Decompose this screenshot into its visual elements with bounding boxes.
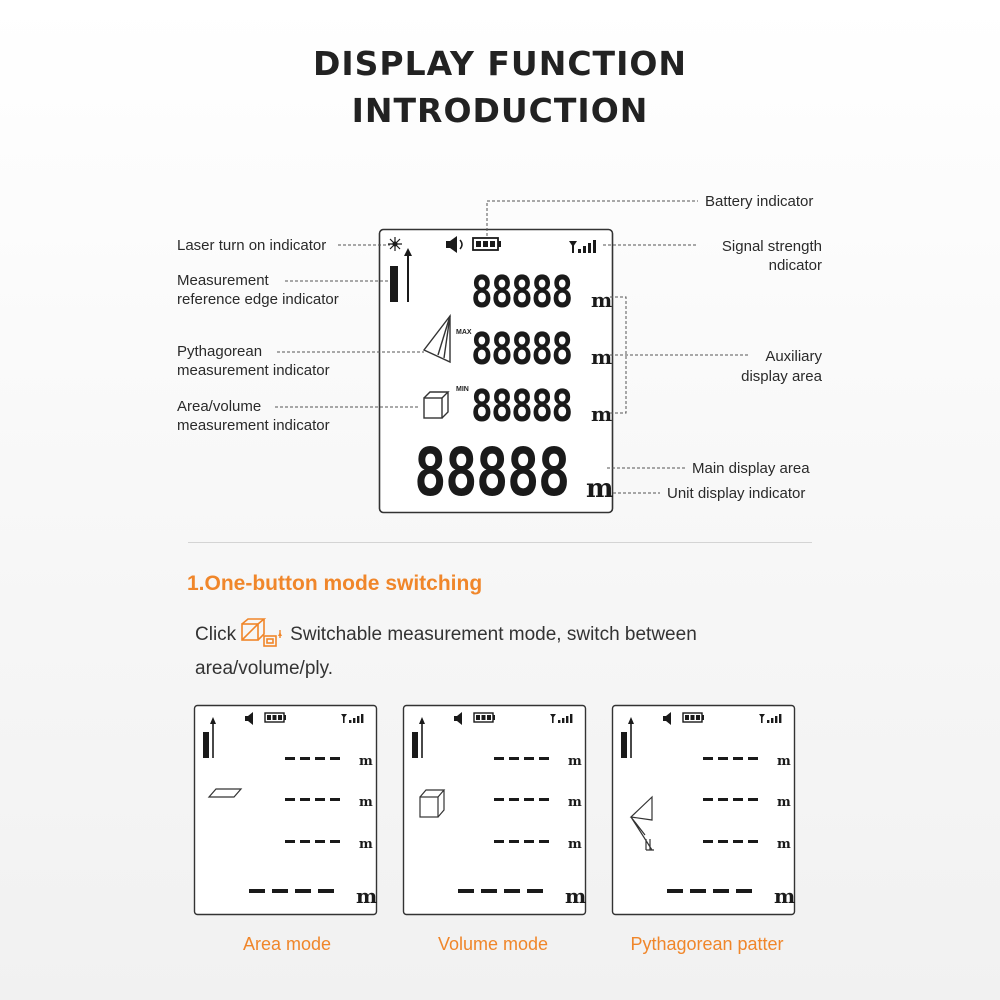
pythagorean-label-line2: measurement indicator: [177, 362, 330, 379]
aux-unit-1: m: [591, 288, 613, 312]
aux-unit: m: [568, 795, 582, 810]
max-tag: MAX: [456, 329, 472, 336]
mini-lcd-frame: [613, 706, 795, 915]
unit-display-label: Unit display indicator: [667, 485, 806, 502]
page-title-line1: DISPLAY FUNCTION: [312, 44, 688, 83]
aux-display-row-2: 88888: [471, 324, 572, 375]
main-display-label: Main display area: [692, 460, 810, 477]
min-tag: MIN: [456, 386, 469, 393]
auxiliary-label-line2: display area: [741, 368, 822, 385]
main-display: 88888: [414, 434, 569, 511]
desc-line2: area/volume/ply.: [195, 658, 333, 679]
pythagorean-label-line1: Pythagorean: [177, 343, 263, 360]
page-title-line2: INTRODUCTION: [351, 91, 649, 130]
main-unit: m: [356, 884, 378, 908]
signal-label-line1: Signal strength: [721, 238, 822, 255]
mode-label-pythagorean: Pythagorean patter: [630, 934, 784, 954]
main-unit: m: [565, 884, 587, 908]
mini-lcd-frame: [404, 706, 586, 915]
mode-panel-3: [613, 706, 796, 915]
aux-unit: m: [777, 837, 791, 852]
desc-rest: Switchable measurement mode, switch between: [290, 624, 697, 645]
reference-label-line1: Measurement: [177, 272, 269, 289]
reference-label-line2: reference edge indicator: [177, 291, 339, 308]
laser-indicator-label: Laser turn on indicator: [177, 237, 327, 254]
auxiliary-label-line1: Auxiliary: [765, 348, 822, 365]
aux-display-row-3: 88888: [471, 381, 572, 432]
aux-unit: m: [568, 754, 582, 769]
aux-unit-3: m: [591, 402, 613, 426]
main-unit: m: [774, 884, 796, 908]
mode-panel-1: [195, 706, 378, 915]
aux-unit: m: [777, 795, 791, 810]
mini-lcd-frame: [195, 706, 377, 915]
mode-panel-2: [404, 706, 587, 915]
main-unit: m: [586, 474, 614, 504]
desc-prefix: Click: [195, 624, 237, 645]
battery-indicator-label: Battery indicator: [705, 193, 814, 210]
mode-label-area: Area mode: [242, 934, 332, 954]
aux-unit: m: [359, 837, 373, 852]
aux-unit: m: [359, 754, 373, 769]
area-volume-label-line2: measurement indicator: [177, 417, 330, 434]
aux-unit: m: [777, 754, 791, 769]
area-volume-label-line1: Area/volume: [177, 398, 262, 415]
aux-unit: m: [568, 837, 582, 852]
aux-unit: m: [359, 795, 373, 810]
aux-display-row-1: 88888: [471, 267, 572, 318]
mode-label-volume: Volume mode: [437, 934, 549, 954]
signal-label-line2: ndicator: [768, 257, 822, 274]
section-title: 1.One-button mode switching: [187, 572, 483, 595]
aux-unit-2: m: [591, 345, 613, 369]
